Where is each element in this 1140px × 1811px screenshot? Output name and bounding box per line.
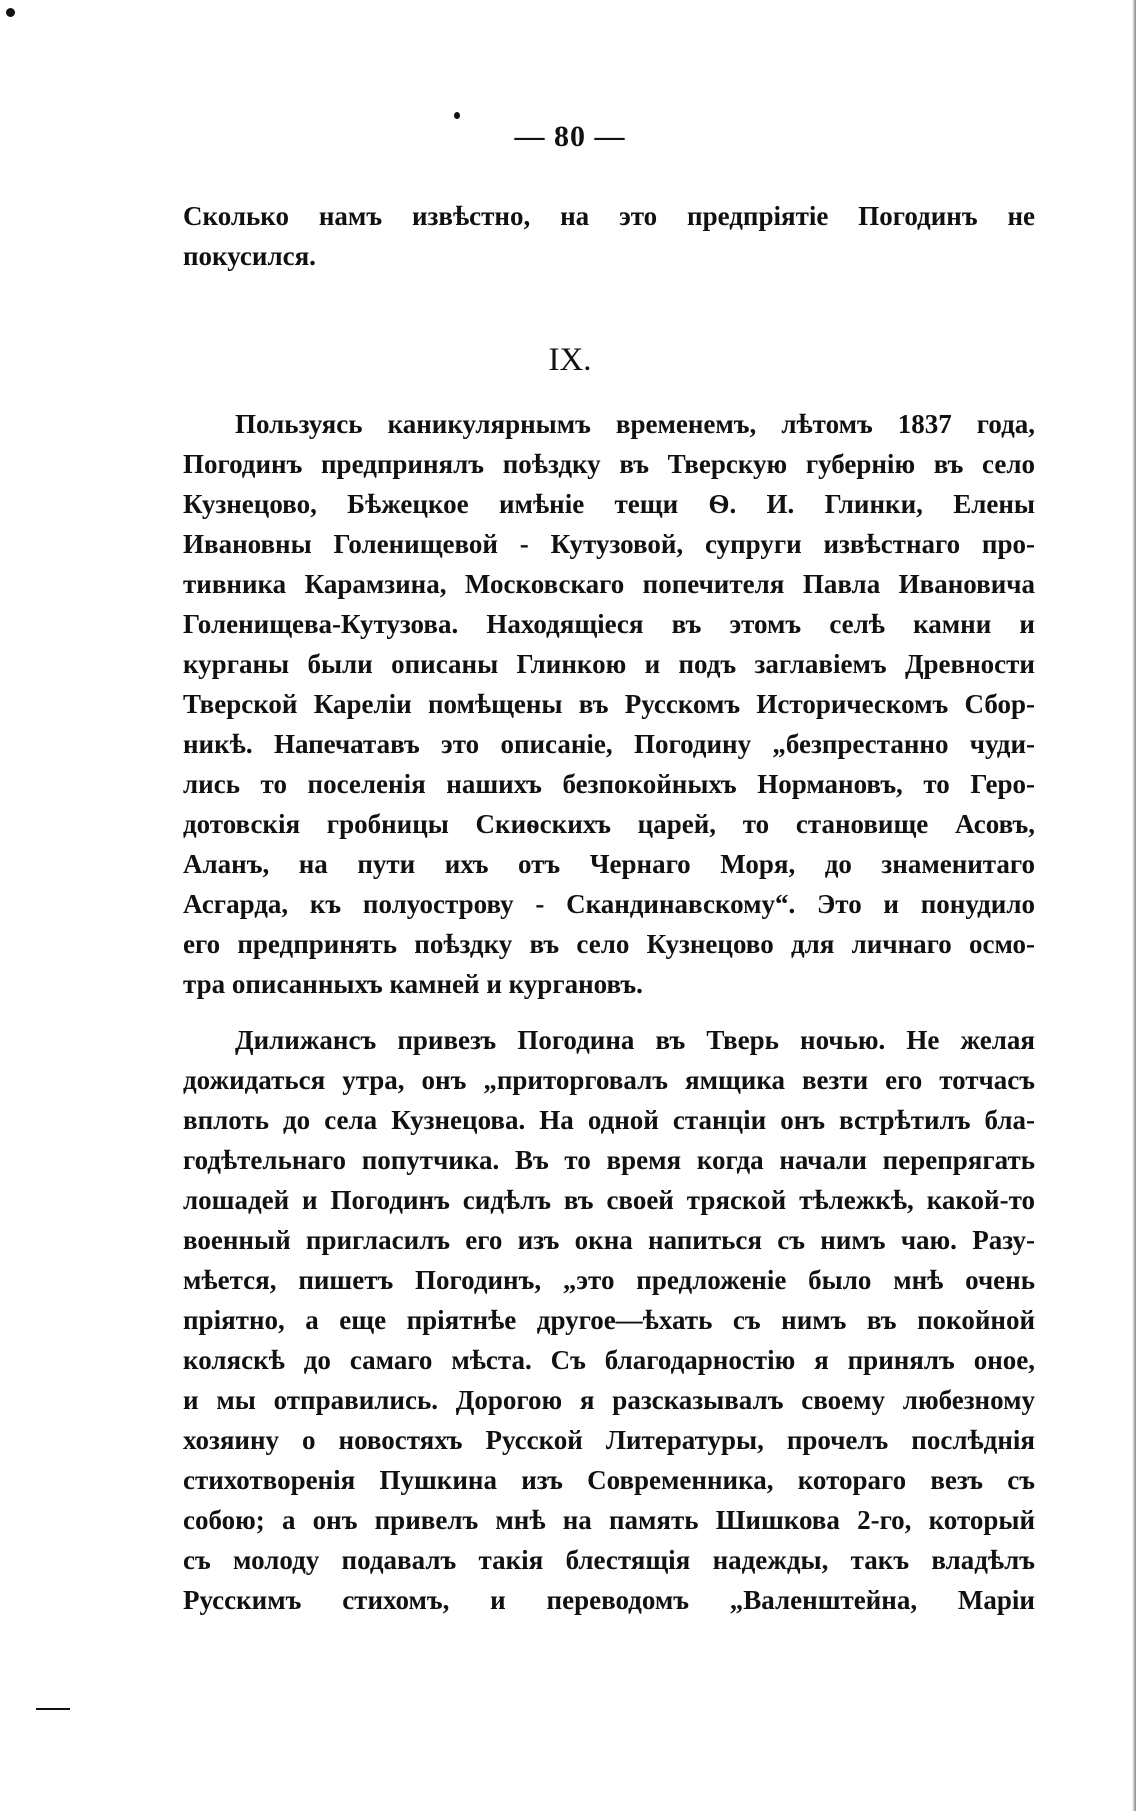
text-line: Сколько намъ извѣстно, на это предпріятіе Погодинъ не [183,201,1035,231]
margin-mark [36,1708,70,1710]
text-line: лошадей и Погодинъ сидѣлъ въ своей тряской тѣлежкѣ, какой-то [183,1185,1035,1215]
text-line: Русскимъ стихомъ, и переводомъ „Валенштейна, Маріи [183,1585,1035,1615]
section-heading: IX. [548,342,592,378]
text-line: курганы были описаны Глинкою и подъ заглавіемъ Древности [183,649,1035,679]
ink-speck [454,112,460,119]
page-edge-shadow [1132,0,1136,1811]
text-line: коляскѣ до самаго мѣста. Съ благодарностію я принялъ оное, [183,1345,1035,1375]
text-line: хозяину о новостяхъ Русской Литературы, прочелъ послѣднія [183,1425,1035,1455]
text-line: и мы отправились. Дорогою я разсказывалъ своему любезному [183,1385,1035,1415]
text-line: мѣется, пишетъ Погодинъ, „это предложеніе было мнѣ очень [183,1265,1035,1295]
text-line: Асгарда, къ полуострову - Скандинавскому“. Это и понудило [183,889,1035,919]
text-line: стихотворенія Пушкина изъ Современника, котораго везъ съ [183,1465,1035,1495]
text-line: Погодинъ предпринялъ поѣздку въ Тверскую губернію въ село [183,449,1035,479]
text-line: лись то поселенія нашихъ безпокойныхъ Нормановъ, то Геро- [183,769,1035,799]
text-line: Кузнецово, Бѣжецкое имѣніе тещи Ѳ. И. Глинки, Елены [183,489,1035,519]
text-line: тра описанныхъ камней и кургановъ. [183,969,643,999]
ink-speck [6,8,15,17]
section-paragraph-2 [183,1020,1035,1620]
text-line: военный пригласилъ его изъ окна напиться съ нимъ чаю. Разу- [183,1225,1035,1255]
text-line: покусился. [183,241,316,271]
text-line: Пользуясь каникулярнымъ временемъ, лѣтомъ 1837 года, [235,409,1035,439]
section-paragraph-1 [183,404,1035,1004]
text-line: вплоть до села Кузнецова. На одной станціи онъ встрѣтилъ бла- [183,1105,1035,1135]
text-line: его предпринять поѣздку въ село Кузнецово для личнаго осмо- [183,929,1035,959]
top-paragraph [183,196,1035,276]
text-line: собою; а онъ привелъ мнѣ на память Шишкова 2-го, который [183,1505,1035,1535]
text-line: годѣтельнаго попутчика. Въ то время когда начали перепрягать [183,1145,1035,1175]
text-line: Тверской Кареліи помѣщены въ Русскомъ Историческомъ Сбор- [183,689,1035,719]
text-line: Ивановны Голенищевой - Кутузовой, супруги извѣстнаго про- [183,529,1035,559]
text-line: Дилижансъ привезъ Погодина въ Тверь ночью. Не желая [235,1025,1035,1055]
text-line: никѣ. Напечатавъ это описаніе, Погодину „безпрестанно чуди- [183,729,1035,759]
text-line: тивника Карамзина, Московскаго попечителя Павла Ивановича [183,569,1035,599]
text-line: дотовскія гробницы Скиѳскихъ царей, то становище Асовъ, [183,809,1035,839]
text-line: Аланъ, на пути ихъ отъ Чернаго Моря, до знаменитаго [183,849,1035,879]
text-line: пріятно, а еще пріятнѣе другое—ѣхать съ нимъ въ покойной [183,1305,1035,1335]
page-number: — 80 — [514,120,626,153]
text-line: Голенищева-Кутузова. Находящіеся въ этомъ селѣ камни и [183,609,1035,639]
text-line: съ молоду подавалъ такія блестящія надежды, такъ владѣлъ [183,1545,1035,1575]
text-line: дожидаться утра, онъ „приторговалъ ямщика везти его тотчасъ [183,1065,1035,1095]
